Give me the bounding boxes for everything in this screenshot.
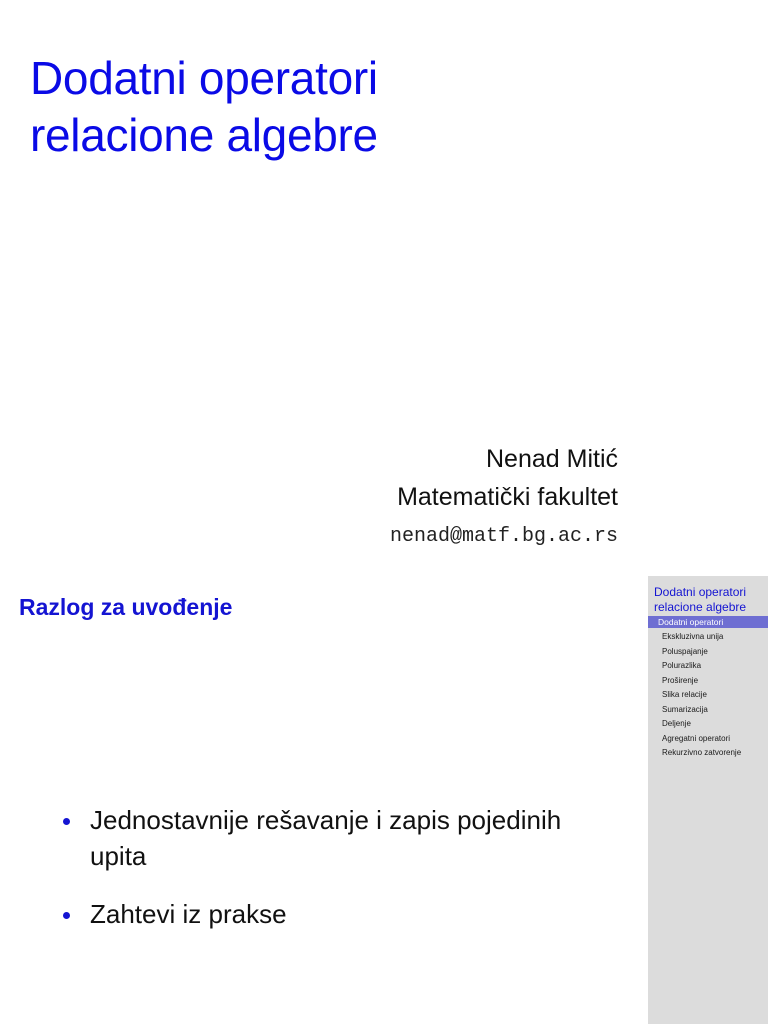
- author-email: nenad@matf.bg.ac.rs: [389, 525, 618, 548]
- presentation-title: [30, 50, 378, 164]
- sidebar-title-line1: Dodatni operatori: [654, 585, 747, 599]
- author-name: Nenad Mitić: [486, 445, 618, 473]
- sidebar-subsection-list: [648, 630, 768, 761]
- sidebar-item-deljenje[interactable]: Deljenje: [662, 719, 691, 728]
- bullet-item: [60, 802, 580, 874]
- sidebar-title[interactable]: [648, 576, 768, 615]
- content-slide: [0, 576, 768, 1024]
- bullet-item: [60, 896, 580, 932]
- bullet-dot-icon: [63, 818, 70, 825]
- sidebar-item-agregatni-operatori[interactable]: Agregatni operatori: [662, 733, 731, 743]
- sidebar-item-poluspajanje[interactable]: Poluspajanje: [662, 646, 708, 656]
- sidebar-title-line2: relacione algebre: [654, 600, 747, 614]
- presentation-title-line1: Dodatni operatori: [30, 52, 378, 104]
- sidebar-item-slika-relacije[interactable]: Slika relacije: [662, 690, 707, 699]
- author-block: [390, 440, 618, 552]
- sidebar-item-sumarizacija[interactable]: Sumarizacija: [662, 704, 708, 714]
- bullet-text: Zahtevi iz prakse: [90, 899, 287, 929]
- sidebar-current-section[interactable]: Dodatni operatori: [648, 616, 768, 628]
- bullet-dot-icon: [63, 912, 70, 919]
- sidebar-item-rekurzivno-zatvorenje[interactable]: Rekurzivno zatvorenje: [662, 748, 742, 757]
- sidebar-item-prosirenje[interactable]: Proširenje: [662, 675, 699, 685]
- sidebar-item-ekskluzivna-unija[interactable]: Ekskluzivna unija: [662, 632, 724, 641]
- bullet-list: [60, 802, 580, 954]
- author-affiliation: Matematički fakultet: [397, 483, 618, 511]
- sidebar-item-polurazlika[interactable]: Polurazlika: [662, 661, 702, 670]
- frame-title: Razlog za uvođenje: [19, 594, 233, 620]
- sidebar-navigation: [648, 576, 768, 1024]
- presentation-title-line2: relacione algebre: [30, 109, 378, 161]
- bullet-text: Jednostavnije rešavanje i zapis pojedinih upita: [90, 805, 562, 871]
